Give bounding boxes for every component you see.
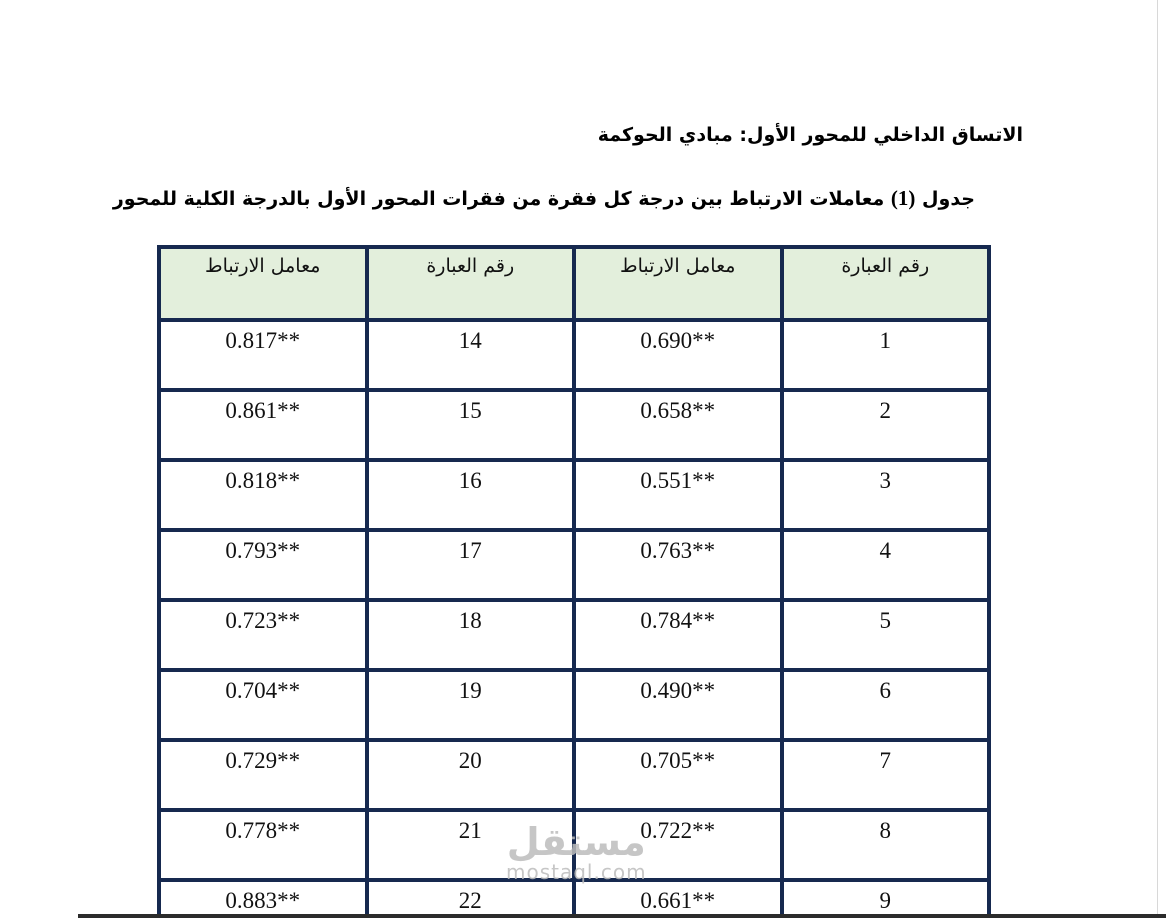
table-row — [159, 390, 989, 460]
correlation-cell — [574, 530, 782, 600]
correlation-cell — [574, 320, 782, 390]
item-number-cell — [367, 530, 575, 600]
item-number: 15 — [458, 398, 482, 423]
item-number: 7 — [879, 748, 891, 773]
item-number: 17 — [458, 538, 482, 563]
correlation-cell — [159, 390, 367, 460]
header-item-number-1: رقم العبارة — [782, 247, 990, 320]
table-header-row — [159, 247, 989, 320]
item-number-cell — [367, 320, 575, 390]
item-number-cell — [782, 530, 990, 600]
item-number: 5 — [879, 608, 891, 633]
table-row — [159, 460, 989, 530]
watermark-logo: مستقل — [506, 820, 646, 864]
item-number: 9 — [879, 888, 891, 913]
item-number-cell — [367, 810, 575, 880]
item-number: 2 — [879, 398, 891, 423]
caption-prefix: جدول — [922, 188, 975, 210]
correlation-value: 0.817** — [225, 328, 301, 353]
item-number: 1 — [879, 328, 891, 353]
correlation-value: 0.861** — [225, 398, 301, 423]
correlation-value: 0.793** — [225, 538, 301, 563]
correlation-value: 0.883** — [225, 888, 301, 913]
item-number-cell — [782, 600, 990, 670]
correlation-value: 0.778** — [225, 818, 301, 843]
table-row — [159, 740, 989, 810]
correlation-cell — [574, 390, 782, 460]
item-number-cell — [782, 740, 990, 810]
page-edge — [1157, 0, 1158, 918]
correlation-value: 0.705** — [640, 748, 716, 773]
item-number: 22 — [458, 888, 482, 913]
correlation-value: 0.704** — [225, 678, 301, 703]
correlation-cell — [159, 810, 367, 880]
correlation-value: 0.763** — [640, 538, 716, 563]
caption-rest: معاملات الارتباط بين درجة كل فقرة من فقرات المحور الأول بالدرجة الكلية للمحور — [112, 188, 885, 210]
item-number-cell — [367, 390, 575, 460]
correlation-table — [157, 245, 991, 918]
correlation-cell — [574, 880, 782, 918]
correlation-value: 0.722** — [640, 818, 716, 843]
correlation-cell — [574, 670, 782, 740]
correlation-cell — [574, 740, 782, 810]
table-row — [159, 810, 989, 880]
correlation-value: 0.658** — [640, 398, 716, 423]
item-number-cell — [782, 880, 990, 918]
correlation-cell — [159, 320, 367, 390]
item-number: 18 — [458, 608, 482, 633]
correlation-cell — [159, 880, 367, 918]
item-number: 8 — [879, 818, 891, 843]
correlation-cell — [574, 460, 782, 530]
item-number: 3 — [879, 468, 891, 493]
item-number: 19 — [458, 678, 482, 703]
correlation-cell — [574, 600, 782, 670]
correlation-value: 0.661** — [640, 888, 716, 913]
item-number-cell — [782, 320, 990, 390]
correlation-value: 0.784** — [640, 608, 716, 633]
header-correlation-2: معامل الارتباط — [159, 247, 367, 320]
header-item-number-2: رقم العبارة — [367, 247, 575, 320]
item-number: 20 — [458, 748, 482, 773]
item-number: 16 — [458, 468, 482, 493]
table-row — [159, 530, 989, 600]
table-row — [159, 880, 989, 918]
table-row — [159, 600, 989, 670]
table-row — [159, 320, 989, 390]
item-number-cell — [782, 390, 990, 460]
item-number-cell — [367, 670, 575, 740]
window-bottom-bar — [78, 914, 1166, 918]
correlation-cell — [159, 600, 367, 670]
correlation-value: 0.729** — [225, 748, 301, 773]
item-number-cell — [782, 670, 990, 740]
item-number-cell — [367, 600, 575, 670]
correlation-cell — [159, 740, 367, 810]
watermark-text: mostaql.com — [506, 860, 647, 884]
correlation-cell — [159, 460, 367, 530]
caption-number: (1) — [890, 186, 916, 210]
item-number: 4 — [879, 538, 891, 563]
item-number-cell — [367, 460, 575, 530]
correlation-value: 0.818** — [225, 468, 301, 493]
correlation-cell — [159, 670, 367, 740]
section-heading: الاتساق الداخلي للمحور الأول: مبادي الحوكمة — [597, 124, 1023, 146]
correlation-value: 0.690** — [640, 328, 716, 353]
item-number-cell — [367, 880, 575, 918]
correlation-value: 0.723** — [225, 608, 301, 633]
correlation-value: 0.490** — [640, 678, 716, 703]
item-number: 14 — [458, 328, 482, 353]
item-number-cell — [367, 740, 575, 810]
item-number-cell — [782, 460, 990, 530]
item-number: 6 — [879, 678, 891, 703]
correlation-cell — [159, 530, 367, 600]
table-caption — [113, 186, 975, 211]
item-number-cell — [782, 810, 990, 880]
correlation-cell — [574, 810, 782, 880]
item-number: 21 — [458, 818, 482, 843]
header-correlation-1: معامل الارتباط — [574, 247, 782, 320]
table-body — [159, 320, 989, 918]
table-row — [159, 670, 989, 740]
correlation-value: 0.551** — [640, 468, 716, 493]
